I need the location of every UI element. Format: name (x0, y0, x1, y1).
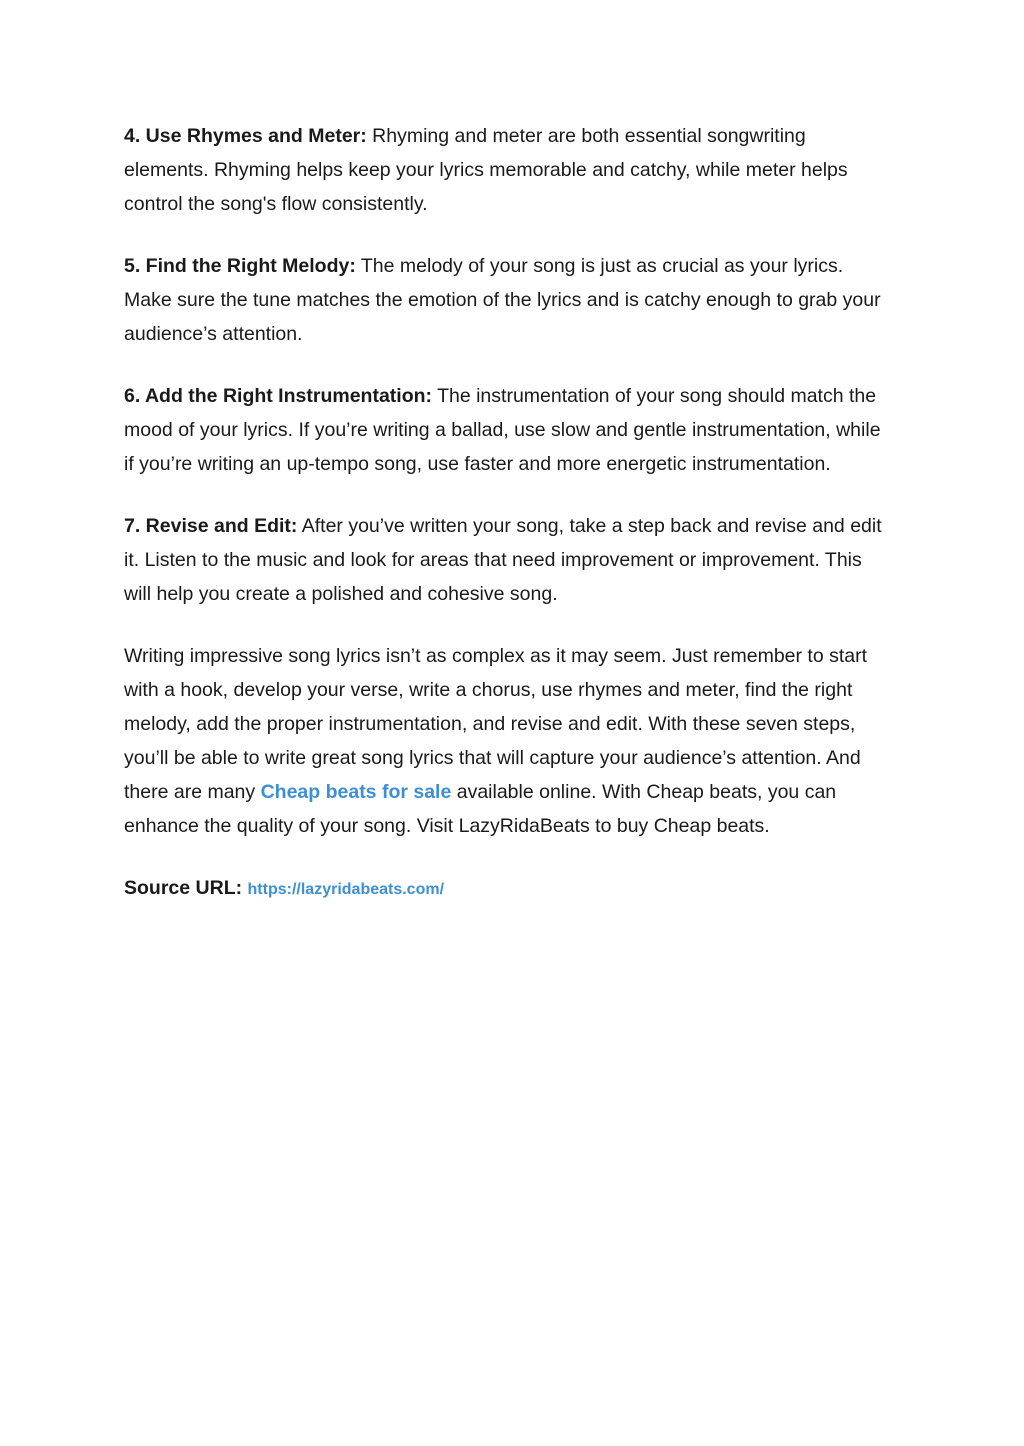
tip-heading-5: 5. Find the Right Melody: (124, 255, 356, 277)
tip-paragraph-7 (124, 509, 894, 611)
tip-paragraph-6 (124, 379, 894, 481)
tip-text-4: Rhyming and meter are both essential songwriting elements. Rhyming helps keep your lyrics memorable and catchy, while meter helps control the song's flow consistently. (124, 125, 848, 215)
document-page (124, 119, 894, 907)
conclusion-text-after: available online. With Cheap beats, you can enhance the quality of your song. Visit LazyRidaBeats to buy Cheap beats. (124, 781, 837, 837)
source-label: Source URL: (124, 877, 243, 899)
tip-text-7: After you’ve written your song, take a step back and revise and edit it. Listen to the music and look for areas that need improvement or improvement. This will help you create a polished and cohesive song. (124, 515, 882, 605)
conclusion-paragraph (124, 639, 894, 843)
tip-text-6: The instrumentation of your song should match the mood of your lyrics. If you’re writing a ballad, use slow and gentle instrumentation, while if you’re writing an up-tempo song, use faster and more energetic instrumentation. (124, 385, 881, 475)
tip-heading-4: 4. Use Rhymes and Meter: (124, 125, 367, 147)
tip-heading-7: 7. Revise and Edit: (124, 515, 298, 537)
cheap-beats-link[interactable]: Cheap beats for sale (260, 781, 452, 803)
tip-text-5: The melody of your song is just as crucial as your lyrics. Make sure the tune matches the emotion of the lyrics and is catchy enough to grab your audience’s attention. (124, 255, 881, 345)
tip-paragraph-4 (124, 119, 894, 221)
tip-paragraph-5 (124, 249, 894, 351)
tip-heading-6: 6. Add the Right Instrumentation: (124, 385, 433, 407)
conclusion-text-before: Writing impressive song lyrics isn’t as complex as it may seem. Just remember to start with a hook, develop your verse, write a chorus, use rhymes and meter, find the right melody, add the proper instrumentation, and revise and edit. With these seven steps, you’ll be able to write great song lyrics that will capture your audience’s attention. And there are many (124, 645, 868, 803)
source-url-link[interactable]: https://lazyridabeats.com/ (247, 881, 445, 898)
source-line (124, 871, 894, 907)
